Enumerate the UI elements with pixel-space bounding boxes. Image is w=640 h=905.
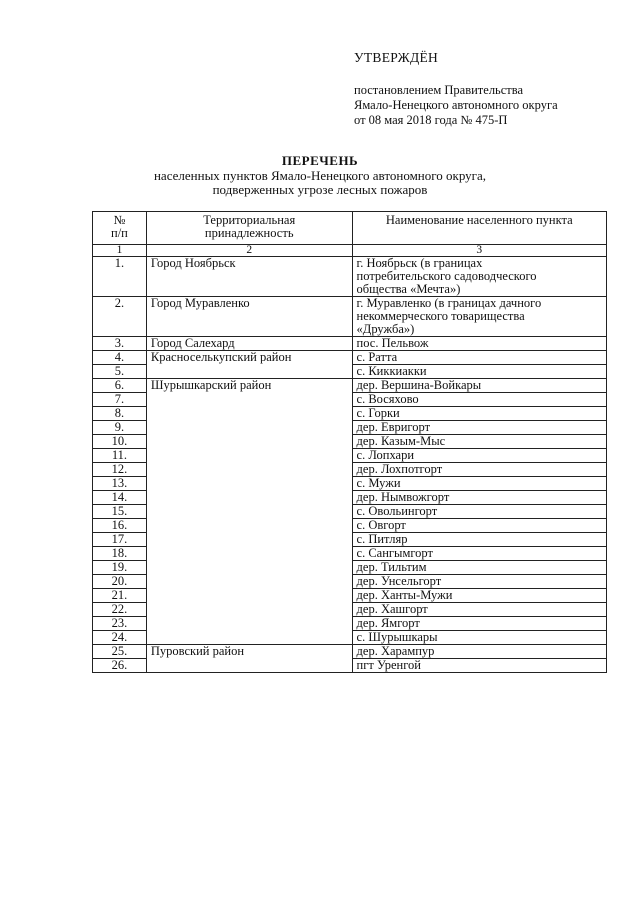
approval-line: постановлением Правительства bbox=[354, 83, 524, 97]
settlement-cell bbox=[352, 449, 606, 463]
settlement-cell bbox=[352, 421, 606, 435]
header-settlement: Наименование населенного пункта bbox=[352, 212, 606, 245]
row-number: 11. bbox=[93, 449, 147, 463]
document-heading bbox=[0, 154, 640, 197]
settlement-cell bbox=[352, 351, 606, 365]
table-row bbox=[93, 297, 607, 337]
settlement-cell bbox=[352, 477, 606, 491]
row-number: 15. bbox=[93, 505, 147, 519]
row-number: 19. bbox=[93, 561, 147, 575]
row-number: 5. bbox=[93, 365, 147, 379]
settlement-line: дер. Евригорт bbox=[356, 420, 431, 434]
settlement-line: дер. Ямгорт bbox=[356, 616, 420, 630]
settlement-line: с. Питляр bbox=[356, 532, 408, 546]
settlement-line: с. Киккиакки bbox=[356, 364, 427, 378]
settlements-table bbox=[92, 211, 607, 673]
settlement-line: дер. Унсельгорт bbox=[356, 574, 442, 588]
row-number: 14. bbox=[93, 491, 147, 505]
settlement-line: дер. Лохпотгорт bbox=[356, 462, 443, 476]
column-index-row bbox=[93, 245, 607, 257]
row-number: 22. bbox=[93, 603, 147, 617]
approval-stamp: УТВЕРЖДЁН bbox=[354, 50, 439, 65]
table-row bbox=[93, 351, 607, 365]
settlement-cell bbox=[352, 257, 606, 297]
settlement-line: с. Мужи bbox=[356, 476, 401, 490]
header-territory-line: Территориальная bbox=[203, 213, 296, 227]
table-row bbox=[93, 257, 607, 297]
row-number: 21. bbox=[93, 589, 147, 603]
settlement-line: с. Лопхари bbox=[356, 448, 415, 462]
row-number: 3. bbox=[93, 337, 147, 351]
settlement-line: дер. Харампур bbox=[356, 644, 435, 658]
row-number: 20. bbox=[93, 575, 147, 589]
settlement-cell bbox=[352, 561, 606, 575]
settlement-line: дер. Вершина-Войкары bbox=[356, 378, 482, 392]
settlement-cell bbox=[352, 393, 606, 407]
territory-cell: Пуровский район bbox=[146, 645, 352, 673]
settlement-cell bbox=[352, 631, 606, 645]
row-number: 17. bbox=[93, 533, 147, 547]
settlement-cell bbox=[352, 337, 606, 351]
territory-cell: Город Салехард bbox=[146, 337, 352, 351]
table-row bbox=[93, 379, 607, 393]
approval-line: Ямало-Ненецкого автономного округа bbox=[354, 98, 558, 112]
row-number: 9. bbox=[93, 421, 147, 435]
settlement-cell bbox=[352, 575, 606, 589]
settlement-cell bbox=[352, 435, 606, 449]
settlement-line: пос. Пельвож bbox=[356, 336, 429, 350]
row-number: 4. bbox=[93, 351, 147, 365]
approval-date-line: от 08 мая 2018 года № 475-П bbox=[354, 113, 508, 127]
settlement-cell bbox=[352, 659, 606, 673]
header-num-line: п/п bbox=[111, 226, 128, 240]
settlement-line: с. Сангымгорт bbox=[356, 546, 433, 560]
settlement-cell bbox=[352, 297, 606, 337]
settlement-cell bbox=[352, 617, 606, 631]
table-row bbox=[93, 337, 607, 351]
settlement-cell bbox=[352, 603, 606, 617]
row-number: 2. bbox=[93, 297, 147, 337]
settlement-line: дер. Хашгорт bbox=[356, 602, 428, 616]
settlement-line: с. Овольингорт bbox=[356, 504, 438, 518]
settlement-cell bbox=[352, 463, 606, 477]
column-index: 3 bbox=[352, 245, 606, 257]
row-number: 23. bbox=[93, 617, 147, 631]
settlement-line: дер. Казым-Мыс bbox=[356, 434, 446, 448]
header-num-line: № bbox=[113, 213, 126, 227]
settlement-cell bbox=[352, 547, 606, 561]
row-number: 8. bbox=[93, 407, 147, 421]
settlement-line: с. Восяхово bbox=[356, 392, 419, 406]
row-number: 10. bbox=[93, 435, 147, 449]
header-num bbox=[93, 212, 147, 245]
settlement-line: дер. Ханты-Мужи bbox=[356, 588, 453, 602]
row-number: 6. bbox=[93, 379, 147, 393]
settlement-cell bbox=[352, 365, 606, 379]
settlement-line: общества «Мечта») bbox=[356, 282, 461, 296]
approval-block bbox=[354, 50, 558, 128]
row-number: 12. bbox=[93, 463, 147, 477]
settlement-cell bbox=[352, 379, 606, 393]
settlement-line: с. Ратта bbox=[356, 350, 398, 364]
column-index: 1 bbox=[93, 245, 147, 257]
territory-cell: Шурышкарский район bbox=[146, 379, 352, 645]
territory-cell: Город Муравленко bbox=[146, 297, 352, 337]
territory-cell: Красноселькупский район bbox=[146, 351, 352, 379]
settlement-cell bbox=[352, 491, 606, 505]
settlement-cell bbox=[352, 519, 606, 533]
settlement-line: г. Муравленко (в границах дачного bbox=[356, 296, 542, 310]
header-territory bbox=[146, 212, 352, 245]
row-number: 26. bbox=[93, 659, 147, 673]
settlement-line: г. Ноябрьск (в границах bbox=[356, 256, 483, 270]
settlement-cell bbox=[352, 533, 606, 547]
row-number: 25. bbox=[93, 645, 147, 659]
table-row bbox=[93, 645, 607, 659]
settlement-line: некоммерческого товарищества bbox=[356, 309, 525, 323]
header-territory-line: принадлежность bbox=[204, 226, 294, 240]
row-number: 16. bbox=[93, 519, 147, 533]
settlement-cell bbox=[352, 407, 606, 421]
territory-cell: Город Ноябрьск bbox=[146, 257, 352, 297]
settlement-line: с. Горки bbox=[356, 406, 400, 420]
row-number: 18. bbox=[93, 547, 147, 561]
document-subtitle: подверженных угрозе лесных пожаров bbox=[212, 182, 428, 197]
settlement-cell bbox=[352, 589, 606, 603]
settlement-cell bbox=[352, 505, 606, 519]
row-number: 24. bbox=[93, 631, 147, 645]
table-header-row bbox=[93, 212, 607, 245]
settlement-line: с. Овгорт bbox=[356, 518, 406, 532]
settlement-cell bbox=[352, 645, 606, 659]
row-number: 1. bbox=[93, 257, 147, 297]
settlement-line: потребительского садоводческого bbox=[356, 269, 537, 283]
row-number: 7. bbox=[93, 393, 147, 407]
column-index: 2 bbox=[146, 245, 352, 257]
settlement-line: пгт Уренгой bbox=[356, 658, 421, 672]
settlement-line: с. Шурышкары bbox=[356, 630, 438, 644]
document-subtitle: населенных пунктов Ямало-Ненецкого автономного округа, bbox=[153, 168, 487, 183]
settlement-line: «Дружба») bbox=[356, 322, 415, 336]
settlement-line: дер. Нымвожгорт bbox=[356, 490, 450, 504]
settlement-line: дер. Тильтим bbox=[356, 560, 427, 574]
document-title: ПЕРЕЧЕНЬ bbox=[281, 153, 359, 168]
row-number: 13. bbox=[93, 477, 147, 491]
